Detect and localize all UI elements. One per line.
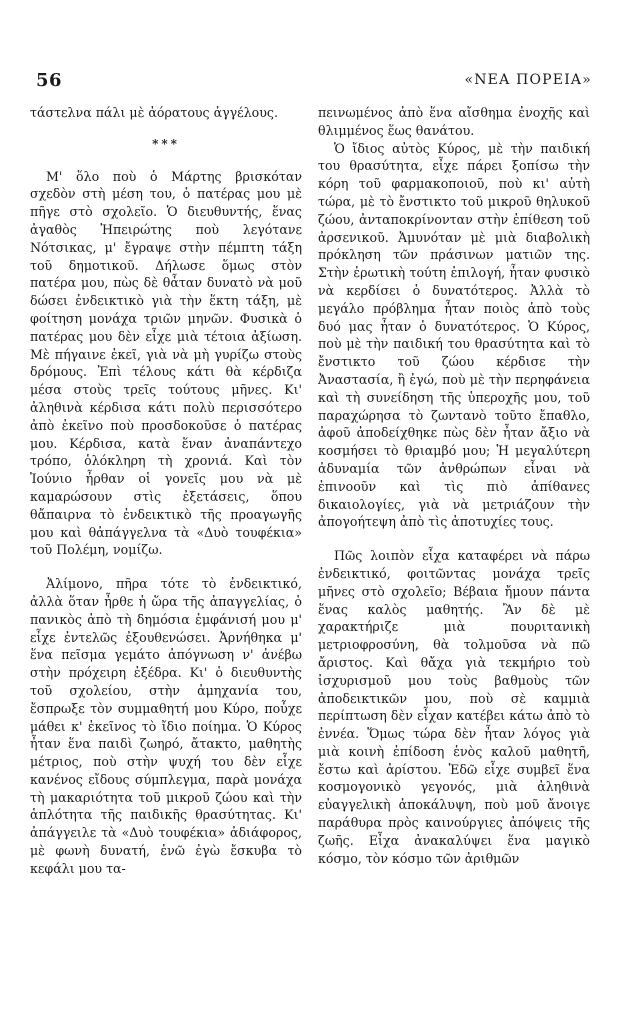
paragraph: Ὁ ἴδιος αὐτὸς Κύρος, μὲ τὴν παιδική του θρασύτητα, εἶχε πάρει ξοπίσω τὴν κόρη τοῦ φαρμακοποιοῦ, ποὺ κι' αὐτὴ τώρα, μὲ τὸ ἔνστικτο τοῦ μικροῦ θηλυκοῦ ζώου, ἀνταποκρίνονταν στὴν ἐπίθεση τοῦ ἀρσενικοῦ. Ἀμυνόταν μὲ μιὰ διαβολικὴ πρόκληση τῶν πράσινων ματιῶν της. Στὴν ἐρωτικὴ τούτη ἐπιλογή, ἦταν φυσικὸ νὰ κερδίσει ὁ δυνατότερος. Ἀλλὰ τὸ μεγάλο πρόβλημα ἦταν ποιὸς ἀπὸ τοὺς δυό μας ἦταν ὁ δυνατότερος. Ὁ Κύρος, ποὺ μὲ τὴν παιδική του θρασύτητα καὶ τὸ ἔνστικτο τοῦ ζώου κέρδισε τὴν Ἀναστασία, ἢ ἐγώ, ποὺ μὲ τὴν περηφάνεια καὶ τὴ συνείδηση τῆς ὑπεροχῆς μου, τοῦ παραχώρησα τὸ ζωντανὸ τοῦτο ἔπαθλο, ἀφοῦ ἀποδείχθηκε πὼς δὲν ἦταν ἄξιο νὰ κοσμήσει τὸ θριαμβό μου; Ἡ μεγαλύτερη ἀδυναμία τῶν ἀνθρώπων εἶναι νὰ ἐπινοοῦν καὶ τὶς πιὸ ἀπίθανες δικαιολογίες, γιὰ νὰ μετριάζουν τὴν ἀπογοήτεψη ἀπὸ τὶς ἀποτυχίες τους. [318,140,590,530]
paragraph: Μ' ὅλο ποὺ ὁ Μάρτης βρισκόταν σχεδὸν στὴ μέση του, ὁ πατέρας μου μὲ πῆγε στὸ σχολεῖο. Ὁ διευθυντής, ἕνας ἀγαθὸς Ἠπειρώτης ποὺ λεγότανε Νότσικας, μ' ἔγραψε στὴν πέμπτη τάξη τοῦ δημοτικοῦ. Δήλωσε ὅμως στὸν πατέρα μου, πὼς δὲ θἆταν δυνατὸ νὰ μοῦ δώσει ἐνδεικτικὸ γιὰ τὴν ἕκτη τάξη, μὲ φοίτηση μονάχα τριῶν μηνῶν. Φυσικὰ ὁ πατέρας μου δὲν εἶχε μιὰ τέτοια ἀξίωση. Μὲ πήγαινε ἐκεῖ, γιὰ νὰ μὴ γυρίζω στοὺς δρόμους. Ἐπὶ τέλους κάτι θὰ κέρδιζα μέσα στοὺς τρεῖς τούτους μῆνες. Κι' ἀληθινὰ κέρδισα κάτι πολὺ περισσότερο ἀπὸ ἐκεῖνο ποὺ προσδοκοῦσε ὁ πατέρας μου. Κέρδισα, κατὰ ἕναν ἀναπάντεχο τρόπο, ὁλόκληρη τὴ χρονιά. Καὶ τὸν Ἰούνιο ἦρθαν οἱ γονεῖς μου νὰ μὲ καμαρώσουν στὶς ἐξετάσεις, ὅπου θἄπαιρνα τὸ ἐνδεικτικὸ τῆς προαγωγῆς μου καὶ θἀπάγγελνα τὰ «Δυὸ τουφέκια» τοῦ Πολέμη, νομίζω. [30,168,302,558]
paragraph: Ἀλίμονο, πῆρα τότε τὸ ἐνδεικτικό, ἀλλὰ ὅταν ἦρθε ἡ ὥρα τῆς ἀπαγγελίας, ὁ πανικὸς ἀπὸ τὴ δημόσια ἐμφάνισή μου μ' εἶχε ἐντελῶς ἐξουθενώσει. Ἀρνήθηκα μ' ἕνα πεῖσμα γεμάτο ἀπόγνωση ν' ἀνέβω στὴν πρόχειρη ἐξέδρα. Κι' ὁ διευθυντὴς τοῦ σχολείου, στὴν ἀμηχανία του, ἔσπρωξε τὸν συμμαθητή μου Κύρο, ποὖχε μάθει κ' ἐκεῖνος τὸ ἴδιο ποίημα. Ὁ Κύρος ἦταν ἕνα παιδὶ ζωηρό, ἄτακτο, μαθητὴς μέτριος, ποὺ στὴν ψυχή του δὲν εἶχε κανένος εἴδους σύμπλεγμα, παρὰ μονάχα τὴ μακαριότητα τοῦ μικροῦ ζώου καὶ τὴν ἁπλότητα τῆς παιδικῆς θρασύτητας. Κι' ἀπάγγειλε τὰ «Δυὸ τουφέκια» ἀδιάφορος, μὲ φωνὴ δυνατή, ἐνῶ ἐγὼ ἔσκυβα τὸ κεφάλι μου τα- [30,576,302,876]
left-column [30,104,302,878]
paragraph-continuation: πεινωμένος ἀπὸ ἕνα αἴσθημα ἐνοχῆς καὶ θλιμμένος ἕως θανάτου. [318,105,590,138]
paragraph: Πῶς λοιπὸν εἶχα καταφέρει νὰ πάρω ἐνδεικτικό, φοιτῶντας μονάχα τρεῖς μῆνες στὸ σχολεῖο; Βέβαια ἤμουν πάντα ἕνας καλὸς μαθητής. Ἂν δὲ μὲ χαρακτήριζε μιὰ πουριτανικὴ μετριοφροσύνη, θὰ τολμοῦσα νὰ πῶ ἄριστος. Καὶ θἄχα γιὰ τεκμήριο τοὺ ἰσχυρισμοῦ μου τοὺς βαθμοὺς τῶν ἀποδεικτικῶν μου, ποὺ σὲ καμμιὰ περίπτωση δὲν εἶχαν κατέβει κάτω ἀπὸ τὸ ἐννέα. Ὅμως τώρα δὲν ἦταν λόγος γιὰ μιὰ κοινὴ ἐπίδοση ἑνὸς καλοῦ μαθητῆ, ἔστω καὶ ἀρίστου. Ἐδῶ εἶχε συμβεῖ ἕνα κοσμογονικὸ γεγονός, μιὰ ἀληθινὰ εὐαγγελικὴ ἀποκάλυψη, ποὺ μοῦ ἄνοιγε παράθυρα πρὸς καινούργιες ἀπόψεις τῆς ζωῆς. Εἶχα ἀνακαλύψει ἕνα μαγικὸ κόσμο, τὸν κόσμο τῶν ἀριθμῶν [318,548,590,866]
section-separator: *** [152,136,180,151]
paragraph-continuation: τάστελνα πάλι μὲ ἀόρατους ἀγγέλους. [30,105,278,120]
page-number: 56 [36,70,63,91]
right-column [318,104,590,867]
running-title: «ΝΕΑ ΠΟΡΕΙΑ» [464,72,592,88]
